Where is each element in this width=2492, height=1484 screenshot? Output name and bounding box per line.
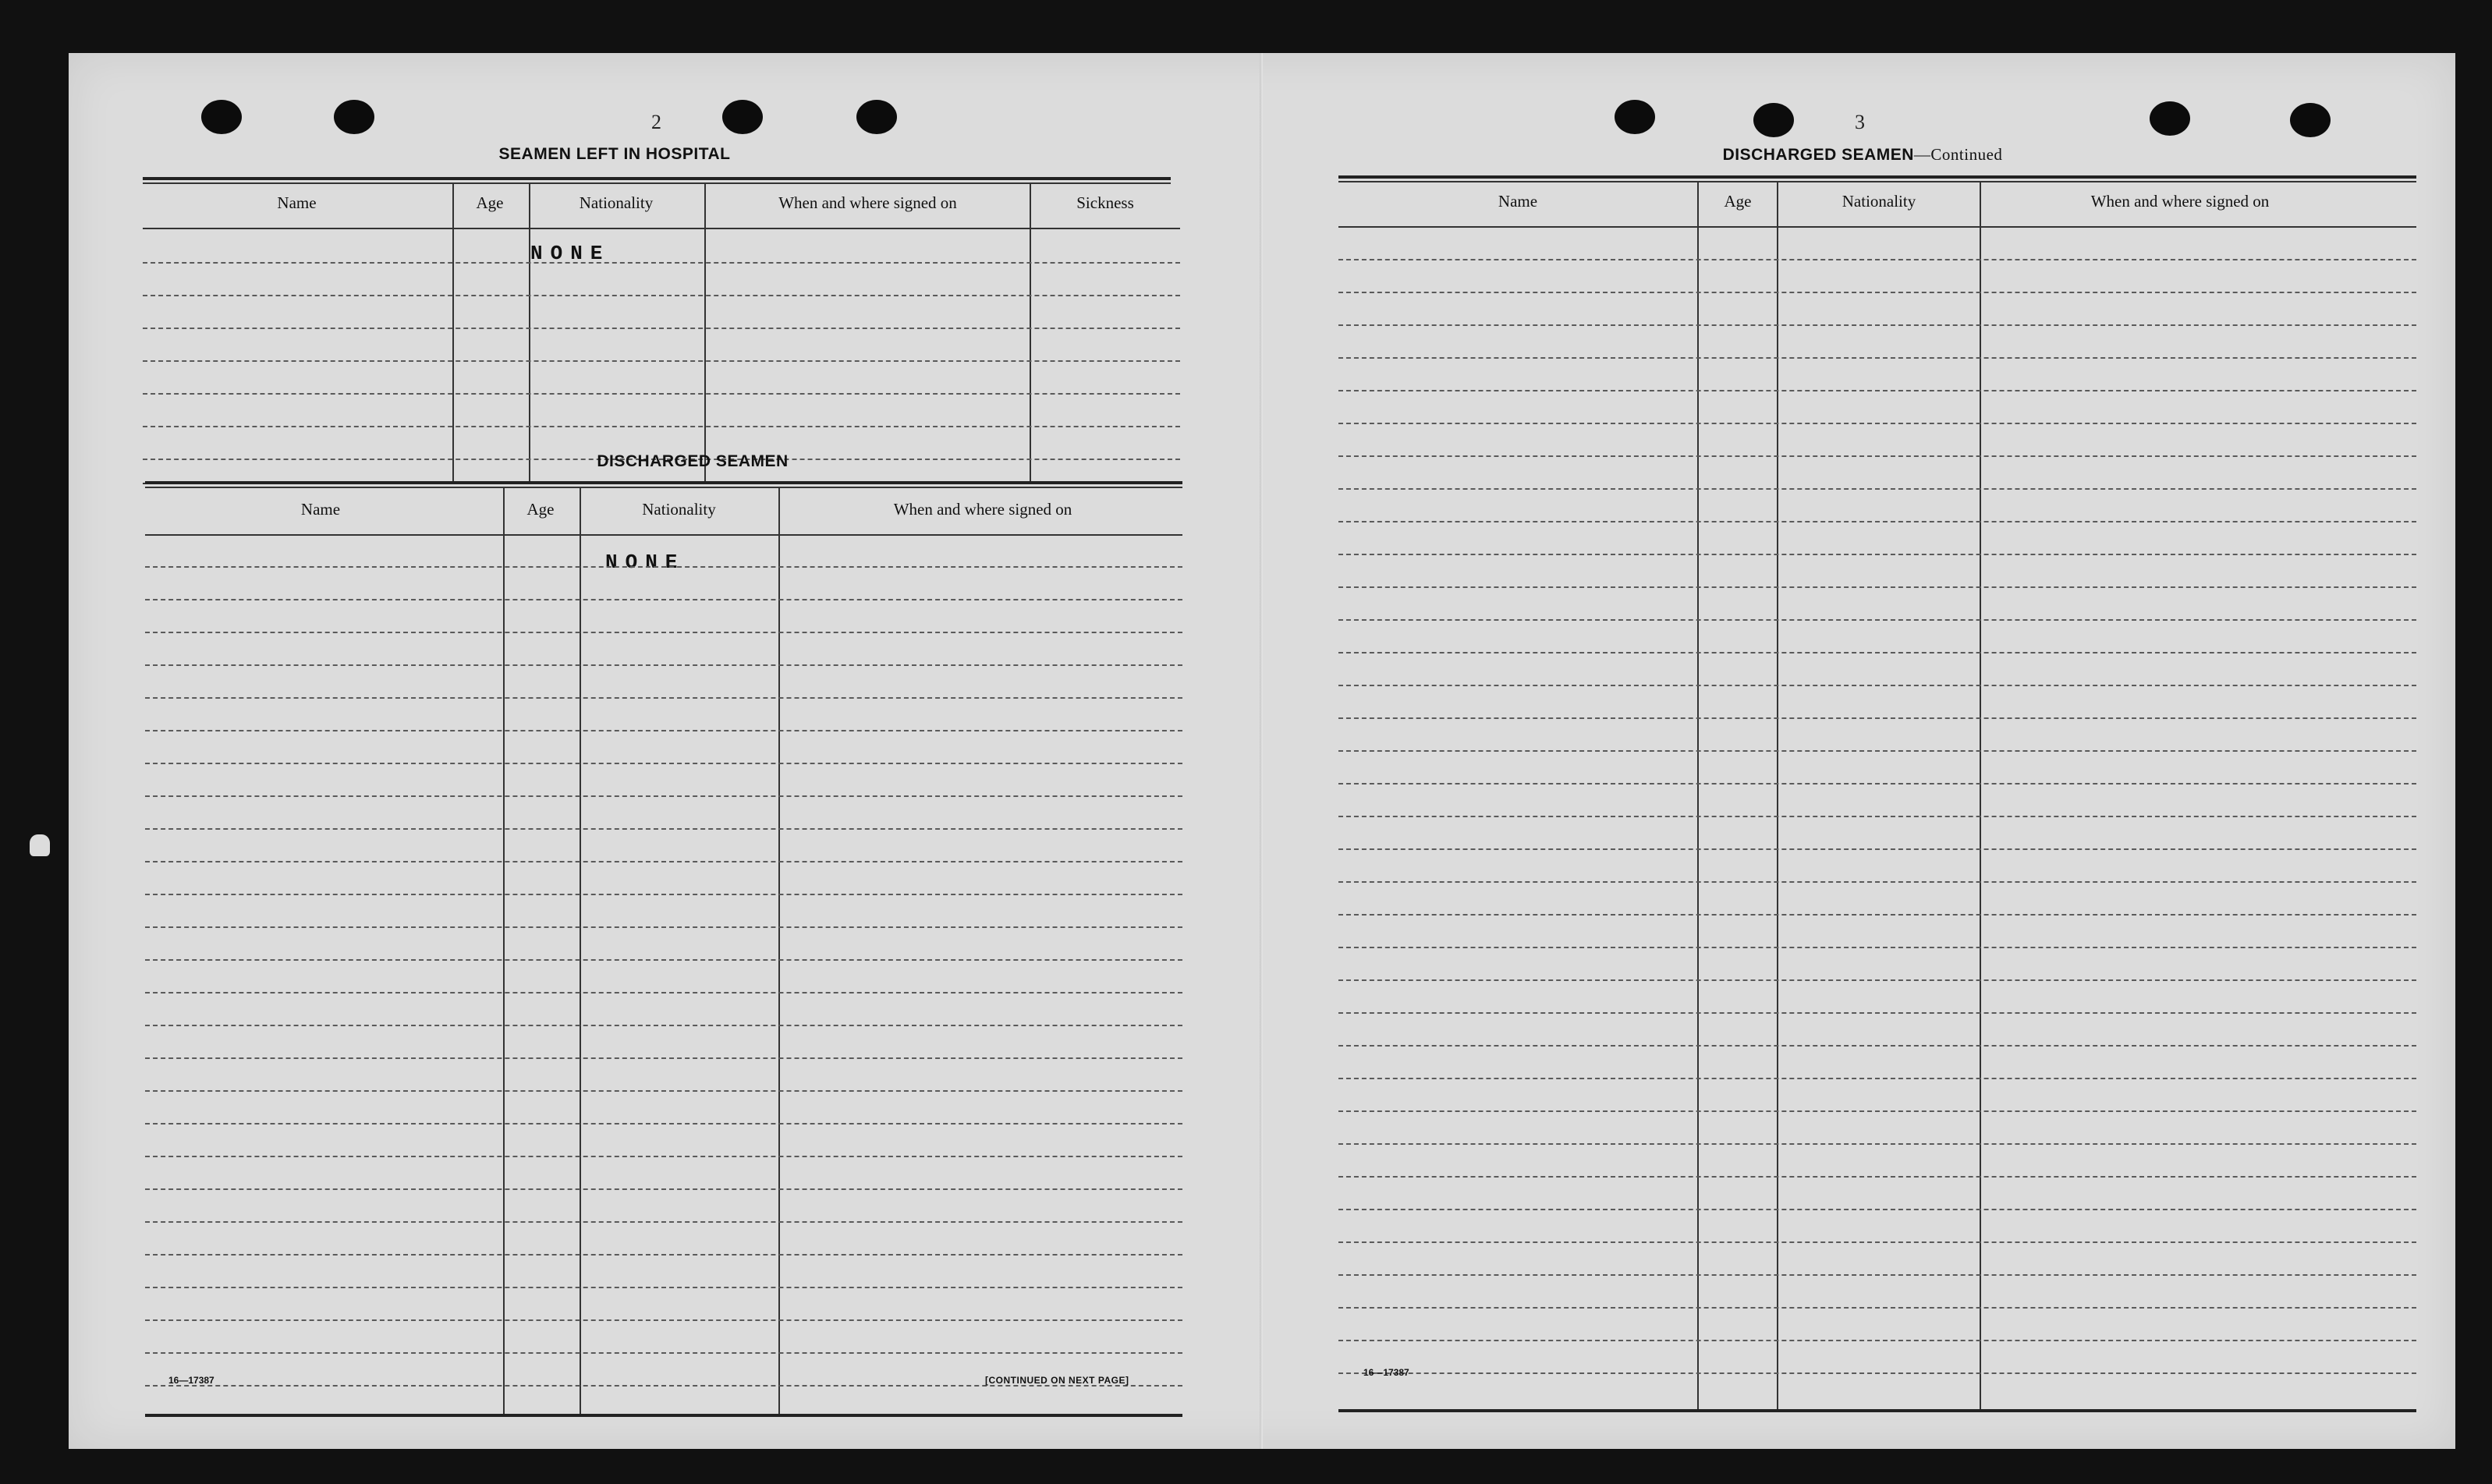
- row-line: [145, 795, 1182, 797]
- row-line: [1338, 455, 2416, 457]
- punch-hole: [722, 100, 763, 134]
- rule: [1338, 175, 2416, 179]
- column-header-nationality: Nationality: [1842, 192, 1916, 211]
- form-number: 16—17387: [1363, 1367, 1409, 1378]
- row-line: [145, 1123, 1182, 1125]
- row-line: [145, 664, 1182, 666]
- row-line: [1338, 357, 2416, 359]
- column-divider: [1030, 182, 1031, 484]
- row-line: [143, 360, 1180, 362]
- punch-hole: [1615, 100, 1655, 134]
- column-divider: [580, 487, 581, 1416]
- continued-note: [CONTINUED ON NEXT PAGE]: [985, 1375, 1129, 1386]
- row-line: [145, 1156, 1182, 1157]
- column-divider: [1980, 181, 1981, 1411]
- row-line: [1338, 1241, 2416, 1243]
- row-line: [1338, 685, 2416, 686]
- column-divider: [1777, 181, 1778, 1411]
- row-line: [1338, 1307, 2416, 1309]
- row-line: [1338, 881, 2416, 883]
- title-main: DISCHARGED SEAMEN: [1722, 146, 1914, 164]
- row-line: [145, 1221, 1182, 1223]
- column-header-signed-on: When and where signed on: [2090, 192, 2270, 211]
- row-line: [145, 730, 1182, 731]
- row-line: [1338, 1372, 2416, 1374]
- row-line: [143, 328, 1180, 329]
- row-line: [1338, 1110, 2416, 1112]
- row-line: [1338, 1209, 2416, 1210]
- rule: [145, 481, 1182, 484]
- column-divider: [452, 182, 454, 484]
- row-line: [1338, 783, 2416, 785]
- column-header-signed-on: When and where signed on: [893, 500, 1072, 519]
- row-line: [145, 763, 1182, 764]
- punch-hole: [2150, 101, 2190, 136]
- row-line: [145, 566, 1182, 568]
- row-line: [1338, 1340, 2416, 1341]
- rule: [145, 487, 1182, 488]
- row-line: [145, 861, 1182, 862]
- column-header-age: Age: [526, 500, 555, 519]
- row-line: [145, 894, 1182, 895]
- row-line: [1338, 423, 2416, 424]
- row-line: [1338, 652, 2416, 653]
- row-line: [1338, 324, 2416, 326]
- page-fold: [1260, 53, 1263, 1449]
- punch-hole: [201, 100, 242, 134]
- column-header-name: Name: [1498, 192, 1538, 211]
- rule: [1338, 181, 2416, 182]
- row-line: [145, 1188, 1182, 1190]
- row-line: [145, 1057, 1182, 1059]
- row-line: [145, 1254, 1182, 1256]
- column-divider: [503, 487, 505, 1416]
- title-continued: —Continued: [1913, 145, 2003, 164]
- row-line: [1338, 488, 2416, 490]
- row-line: [1338, 1012, 2416, 1014]
- column-header-age: Age: [1724, 192, 1752, 211]
- discharged-continued-title: [1629, 145, 2097, 165]
- punch-hole: [1753, 103, 1794, 137]
- rule: [143, 182, 1171, 184]
- row-line: [145, 1090, 1182, 1092]
- row-line: [143, 295, 1180, 296]
- row-line: [145, 632, 1182, 633]
- rule: [145, 1414, 1182, 1417]
- row-line: [143, 426, 1180, 427]
- column-divider: [529, 182, 530, 484]
- row-line: [145, 828, 1182, 830]
- discharged-section-title: DISCHARGED SEAMEN: [597, 452, 789, 470]
- row-line: [1338, 586, 2416, 588]
- row-line: [1338, 1274, 2416, 1276]
- punch-hole: [856, 100, 897, 134]
- hospital-section-title: SEAMEN LEFT IN HOSPITAL: [498, 145, 731, 163]
- column-divider: [1697, 181, 1699, 1411]
- form-number: 16—17387: [168, 1375, 214, 1386]
- row-line: [143, 393, 1180, 395]
- row-line: [1338, 292, 2416, 293]
- row-line: [1338, 750, 2416, 752]
- column-header-nationality: Nationality: [579, 193, 654, 212]
- row-line: [1338, 619, 2416, 621]
- column-header-sickness: Sickness: [1076, 193, 1134, 212]
- row-line: [1338, 979, 2416, 981]
- row-line: [1338, 1045, 2416, 1047]
- row-line: [1338, 259, 2416, 260]
- row-line: [145, 1025, 1182, 1026]
- column-header-nationality: Nationality: [642, 500, 716, 519]
- column-divider: [704, 182, 706, 484]
- row-line: [145, 992, 1182, 993]
- row-line: [145, 926, 1182, 928]
- row-line: [1338, 717, 2416, 719]
- rule: [143, 177, 1171, 180]
- page-number: 3: [1855, 111, 1865, 133]
- header-underline: [1338, 226, 2416, 228]
- row-line: [1338, 816, 2416, 817]
- row-line: [1338, 390, 2416, 391]
- document-sheet: [69, 53, 2455, 1449]
- row-line: [145, 1319, 1182, 1321]
- row-line: [1338, 848, 2416, 850]
- page-number: 2: [651, 111, 661, 133]
- row-line: [145, 1287, 1182, 1288]
- row-line: [145, 697, 1182, 699]
- row-line: [1338, 914, 2416, 916]
- row-line: [1338, 1176, 2416, 1178]
- row-line: [145, 1352, 1182, 1354]
- column-header-name: Name: [277, 193, 317, 212]
- column-divider: [778, 487, 780, 1416]
- row-line: [145, 599, 1182, 600]
- column-header-name: Name: [300, 500, 341, 519]
- row-line: [1338, 947, 2416, 948]
- rule: [1338, 1409, 2416, 1412]
- row-line: [1338, 1078, 2416, 1079]
- punch-hole: [334, 100, 374, 134]
- column-header-age: Age: [476, 193, 504, 212]
- row-line: [1338, 1143, 2416, 1145]
- header-underline: [145, 534, 1182, 536]
- punch-hole: [2290, 103, 2331, 137]
- row-line: [1338, 521, 2416, 522]
- column-header-signed-on: When and where signed on: [778, 193, 957, 212]
- header-underline: [143, 228, 1180, 229]
- discharged-entry: NONE: [605, 551, 686, 574]
- row-line: [143, 262, 1180, 264]
- row-line: [145, 959, 1182, 961]
- hospital-entry: NONE: [530, 242, 611, 265]
- edge-tab: [30, 834, 50, 856]
- row-line: [1338, 554, 2416, 555]
